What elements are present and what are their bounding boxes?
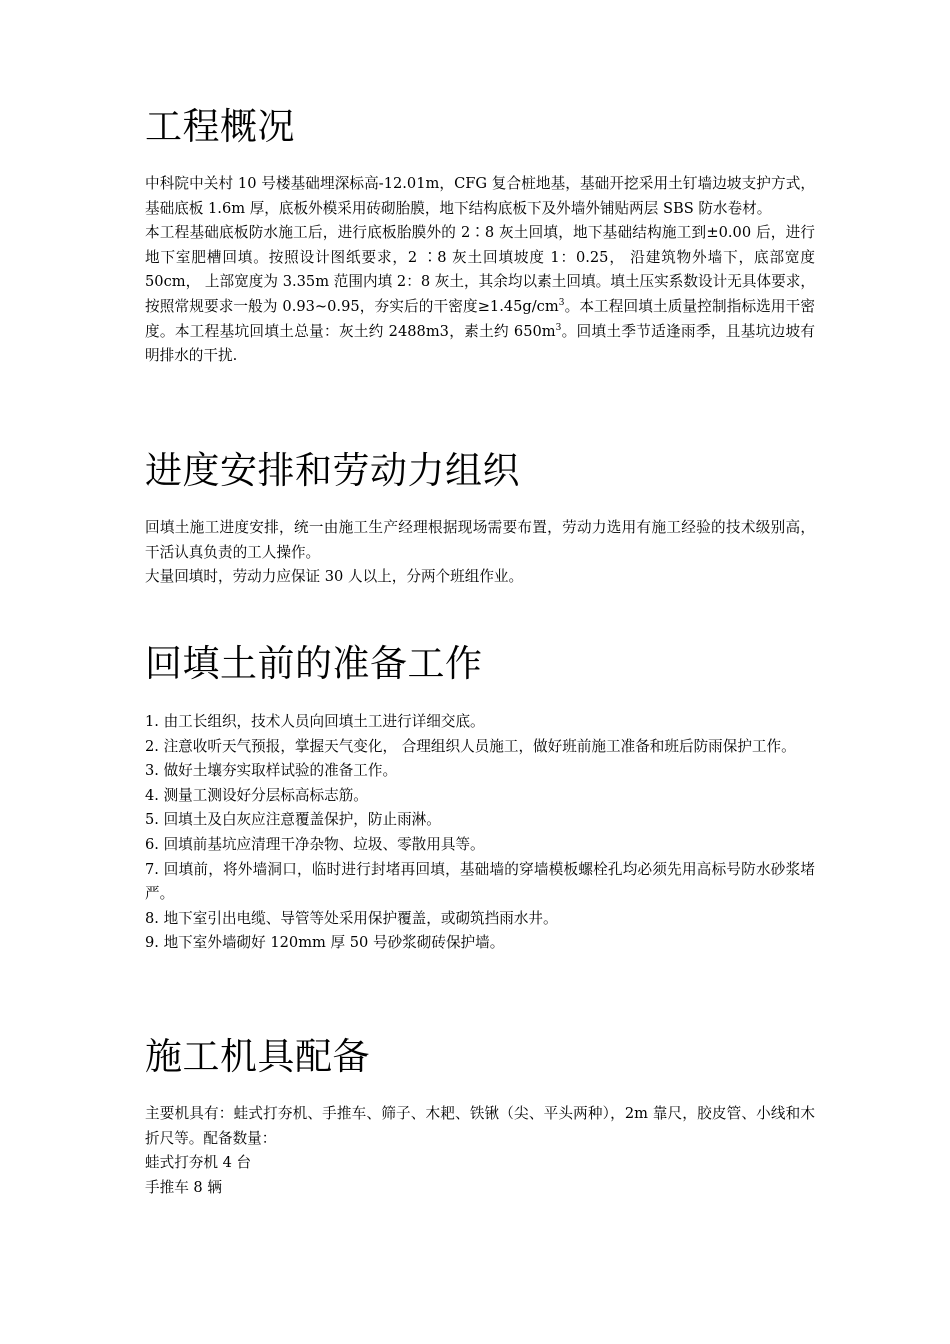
list-item: 6. 回填前基坑应清理干净杂物、垃圾、零散用具等。 — [145, 835, 485, 853]
list-item: 2. 注意收听天气预报，掌握天气变化， 合理组织人员施工，做好班前施工准备和班后防雨保护工作。 — [145, 737, 796, 755]
list-item: 1. 由工长组织，技术人员向回填土工进行详细交底。 — [145, 713, 485, 730]
list-item: 9. 地下室外墙砌好 120mm 厚 50 号砂浆砌砖保护墙。 — [145, 934, 505, 952]
list-item: 4. 测量工测设好分层标高标志筋。 — [145, 786, 368, 804]
equipment-quantity-tamper: 蛙式打夯机 4 台 — [145, 1154, 252, 1172]
superscript-3: 3 — [558, 297, 565, 308]
overview-paragraph-2 — [145, 221, 815, 369]
list-item: 7. 回填前，将外墙洞口，临时进行封堵再回填，基础墙的穿墙模板螺栓孔均必须先用高标号防水砂浆堵严。 — [145, 860, 815, 903]
schedule-paragraph-2: 大量回填时，劳动力应保证 30 人以上，分两个班组作业。 — [145, 568, 524, 586]
section-title-schedule: 进度安排和劳动力组织 — [145, 449, 520, 492]
overview-paragraph-2-part-a: 本工程基础底板防水施工后，进行底板胎膜外的 2∶8 灰土回填，地下基础结构施工到±0.00 后，进行地下室肥槽回填。按照设计图纸要求，2 ∶8 灰土回填坡度 1：0.25， 沿建筑物外墙下，底部宽度 50cm， 上部宽度为 3.35m 范围内填 2：8 灰土，其余均以素土回填。填土压实系数设计无具体要求，按照常规要求一般为 0.93~0.95，夯实后的干密度≥1.45g/cm — [145, 224, 815, 315]
section-body-overview — [145, 172, 815, 369]
list-item: 8. 地下室引出电缆、导管等处采用保护覆盖，或砌筑挡雨水井。 — [145, 909, 558, 927]
section-title-preparation: 回填土前的准备工作 — [145, 642, 483, 685]
equipment-paragraph-1: 主要机具有：蛙式打夯机、手推车、筛子、木耙、铁锹（尖、平头两种），2m 靠尺，胶皮管、小线和木折尺等。配备数量： — [145, 1105, 815, 1147]
equipment-quantity-cart: 手推车 8 辆 — [145, 1178, 222, 1196]
section-title-equipment: 施工机具配备 — [145, 1035, 370, 1078]
list-item: 5. 回填土及白灰应注意覆盖保护，防止雨淋。 — [145, 811, 441, 829]
overview-paragraph-2-part-c: 。回填土季节适逢雨季，且基坑边坡有明排水的干扰. — [145, 322, 815, 365]
overview-paragraph-2-part-b: 。本工程回填土质量控制指标选用干密度。本工程基坑回填土总量：灰土约 2488m3，素土约 650m — [145, 297, 815, 340]
section-body-preparation — [145, 710, 815, 956]
overview-paragraph-1: 中科院中关村 10 号楼基础埋深标高-12.01m，CFG 复合桩地基，基础开挖采用土钉墙边坡支护方式，基础底板 1.6m 厚，底板外模采用砖砌胎膜，地下结构底板下及外墙外铺贴两层 SBS 防水卷材。 — [145, 175, 815, 217]
section-body-equipment — [145, 1102, 815, 1200]
section-body-schedule — [145, 516, 815, 590]
superscript-3: 3 — [555, 322, 562, 333]
list-item: 3. 做好土壤夯实取样试验的准备工作。 — [145, 762, 398, 780]
section-title-overview: 工程概况 — [145, 105, 295, 148]
schedule-paragraph-1: 回填土施工进度安排，统一由施工生产经理根据现场需要布置，劳动力选用有施工经验的技术级别高，干活认真负责的工人操作。 — [145, 519, 815, 561]
